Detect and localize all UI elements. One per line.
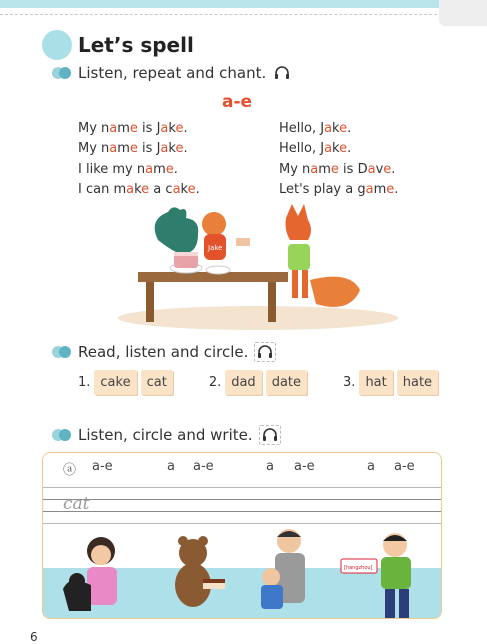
chant-line: Hello, Jake. — [279, 121, 352, 136]
task-label: Read, listen and circle. — [78, 343, 249, 361]
option-ae[interactable]: a-e — [294, 459, 315, 474]
apron-label: Jake — [208, 244, 223, 252]
writing-line — [43, 511, 441, 512]
circle-choices — [78, 370, 442, 395]
example-answer: cat — [63, 494, 90, 514]
top-band — [0, 0, 487, 8]
option-a[interactable]: a — [167, 459, 175, 474]
writing-line — [43, 487, 441, 488]
item-number: 2. — [208, 375, 222, 390]
task-label: Listen, repeat and chant. — [78, 64, 267, 82]
page-title: Let’s spell — [78, 33, 194, 57]
word-card[interactable]: cake — [94, 370, 136, 395]
page-corner — [439, 0, 487, 26]
chant-line: My name is Jake. — [78, 121, 188, 136]
word-card[interactable]: date — [266, 370, 307, 395]
headphones-icon[interactable] — [259, 425, 281, 445]
chant-line: I like my name. — [78, 161, 178, 177]
sign-label: [hangzhou] — [344, 565, 373, 571]
task-read-listen — [52, 342, 276, 362]
chant-line: Let's play a game. — [279, 181, 399, 197]
task-listen-write — [52, 425, 281, 445]
task-listen-repeat — [52, 64, 292, 82]
writing-line — [43, 499, 441, 500]
bullet-icon — [52, 429, 70, 441]
write-box — [42, 452, 442, 619]
option-a[interactable]: a — [266, 459, 274, 474]
phonics-pattern: a-e — [222, 92, 253, 112]
option-a[interactable]: a — [367, 459, 375, 474]
title-circle-icon — [42, 30, 72, 60]
section-heading — [42, 30, 194, 60]
item-number: 1. — [78, 375, 91, 390]
people-illustration — [43, 523, 441, 619]
chant-line: My name is Dave. — [279, 161, 396, 177]
option-ae[interactable]: a-e — [394, 459, 415, 474]
chant-illustration — [118, 200, 398, 330]
bullet-icon — [52, 67, 70, 79]
page-number: 6 — [30, 630, 38, 644]
word-card[interactable]: hate — [397, 370, 438, 395]
bullet-icon — [52, 346, 70, 358]
top-divider — [0, 14, 487, 15]
option-ae[interactable]: a-e — [193, 459, 214, 474]
word-card[interactable]: cat — [141, 370, 173, 395]
option-ae[interactable]: a-e — [92, 459, 113, 474]
option-a-circled[interactable]: ⓐ — [63, 463, 77, 478]
word-card[interactable]: dad — [225, 370, 261, 395]
chant-line: My name is Jake. — [78, 141, 188, 157]
chant-line: Hello, Jake. — [279, 141, 352, 157]
task-label: Listen, circle and write. — [78, 426, 253, 444]
item-number: 3. — [343, 375, 356, 390]
word-card[interactable]: hat — [359, 370, 392, 395]
chant-right-column — [279, 119, 398, 200]
headphones-icon[interactable] — [272, 64, 292, 82]
headphones-icon[interactable] — [254, 342, 276, 362]
chant-left-column — [78, 119, 200, 200]
chant-line: I can make a cake. — [78, 181, 200, 197]
